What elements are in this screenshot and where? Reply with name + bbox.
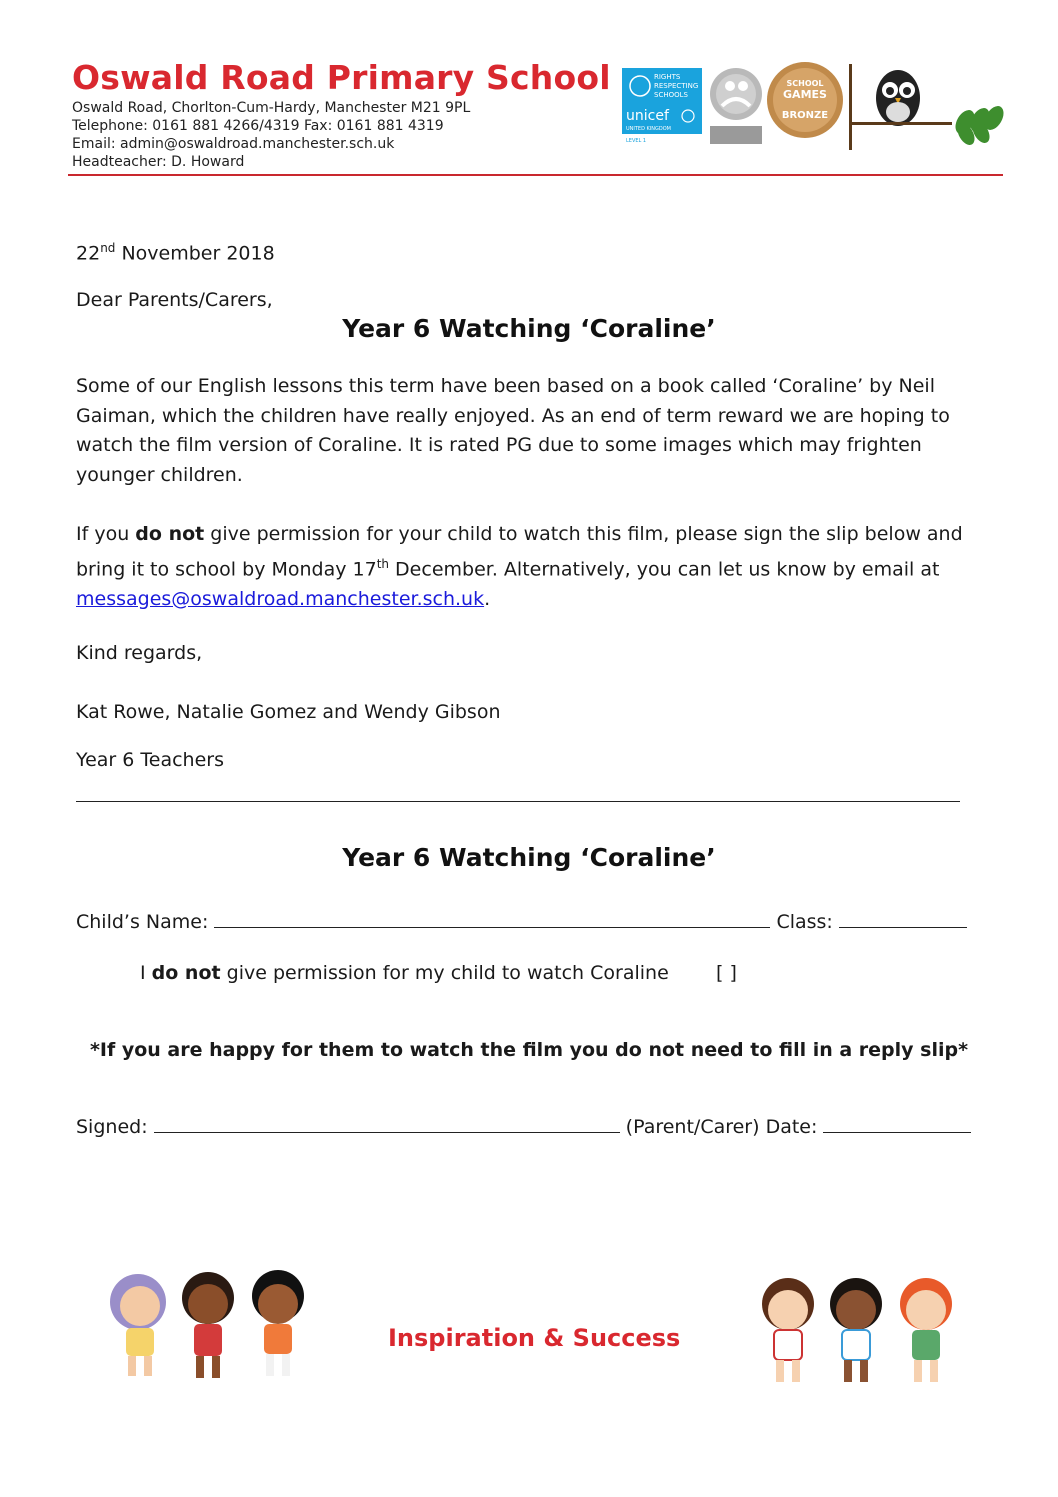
para2-bold: do not: [135, 523, 205, 545]
rights-label-3: SCHOOLS: [654, 91, 688, 99]
header-divider: [849, 64, 852, 150]
letter-title: Year 6 Watching ‘Coraline’: [342, 314, 716, 343]
school-email: Email: admin@oswaldroad.manchester.sch.uk: [72, 136, 395, 152]
signatories: Kat Rowe, Natalie Gomez and Wendy Gibson: [76, 701, 501, 723]
permission-checkbox[interactable]: [ ]: [716, 962, 737, 984]
unicef-rights-respecting-logo: [622, 68, 702, 144]
children-illustration-right: [748, 1268, 978, 1398]
signatory-role: Year 6 Teachers: [76, 749, 224, 771]
bronze-label: BRONZE: [781, 110, 829, 121]
healthy-schools-silver-logo: [710, 68, 762, 144]
salutation: Dear Parents/Carers,: [76, 289, 273, 311]
class-field[interactable]: [839, 911, 967, 928]
permission-bold: do not: [151, 962, 221, 984]
paragraph-1: Some of our English lessons this term have been based on a book called ‘Coraline’ by Neil Gaiman, which the children have really enjoyed. As an end of term reward we are hoping to watch the film version of Coraline. It is rated PG due to some images which may frighten younger children.: [76, 375, 950, 486]
date-rest: November 2018: [115, 242, 275, 265]
owl-icon: [876, 70, 920, 126]
date-field[interactable]: [823, 1116, 971, 1133]
school-games-label-2: GAMES: [783, 88, 827, 101]
child-name-row: [76, 911, 967, 933]
school-games-bronze-logo: [767, 62, 843, 138]
email-link[interactable]: messages@oswaldroad.manchester.sch.uk: [76, 587, 485, 610]
para2-post: December. Alternatively, you can let us know by email at: [389, 557, 940, 580]
paragraph-2: [76, 520, 976, 614]
reply-note: *If you are happy for them to watch the film you do not need to fill in a reply slip*: [89, 1039, 969, 1061]
child-name-label: Child’s Name:: [76, 911, 215, 933]
unicef-wordmark: unicef: [626, 108, 669, 124]
letter-date: [76, 234, 275, 269]
date-suffix: nd: [100, 241, 116, 255]
branch: [852, 122, 952, 125]
accreditation-badges: [620, 62, 1010, 162]
closing: Kind regards,: [76, 642, 203, 664]
header-rule: [68, 174, 1003, 176]
class-label: Class:: [770, 911, 839, 933]
rights-label-1: RIGHTS: [654, 73, 681, 81]
unicef-level: LEVEL 1: [626, 138, 647, 144]
school-name: Oswald Road Primary School: [72, 58, 611, 97]
school-telephone: Telephone: 0161 881 4266/4319 Fax: 0161 881 4319: [72, 118, 444, 134]
para2-pre: If you: [76, 523, 136, 545]
signed-row: [76, 1116, 971, 1138]
para2-after: .: [484, 587, 491, 610]
date-day: 22: [76, 242, 101, 265]
signature-field[interactable]: [154, 1116, 620, 1133]
school-motto: Inspiration & Success: [388, 1324, 681, 1352]
cut-line: [76, 800, 960, 802]
child-name-field[interactable]: [214, 911, 770, 928]
permission-row: [140, 962, 669, 984]
school-games-label-1: SCHOOL: [786, 79, 824, 88]
children-illustration-left: [98, 1262, 328, 1392]
rights-label-2: RESPECTING: [654, 82, 699, 90]
unicef-sub: UNITED KINGDOM: [626, 126, 671, 132]
para2-sup: th: [376, 556, 390, 571]
signed-label: Signed:: [76, 1116, 154, 1138]
school-address: Oswald Road, Chorlton-Cum-Hardy, Manchester M21 9PL: [72, 100, 471, 116]
leaves-icon: [952, 103, 1008, 148]
permission-pre: I: [140, 962, 152, 984]
para2-mid: give permission for your child to watch this film, please sign the slip below and bring it to school by Monday 17: [76, 523, 963, 580]
parent-date-label: (Parent/Carer) Date:: [619, 1116, 824, 1138]
permission-post: give permission for my child to watch Coraline: [220, 962, 669, 984]
slip-title: Year 6 Watching ‘Coraline’: [342, 843, 716, 872]
headteacher: Headteacher: D. Howard: [72, 154, 245, 170]
